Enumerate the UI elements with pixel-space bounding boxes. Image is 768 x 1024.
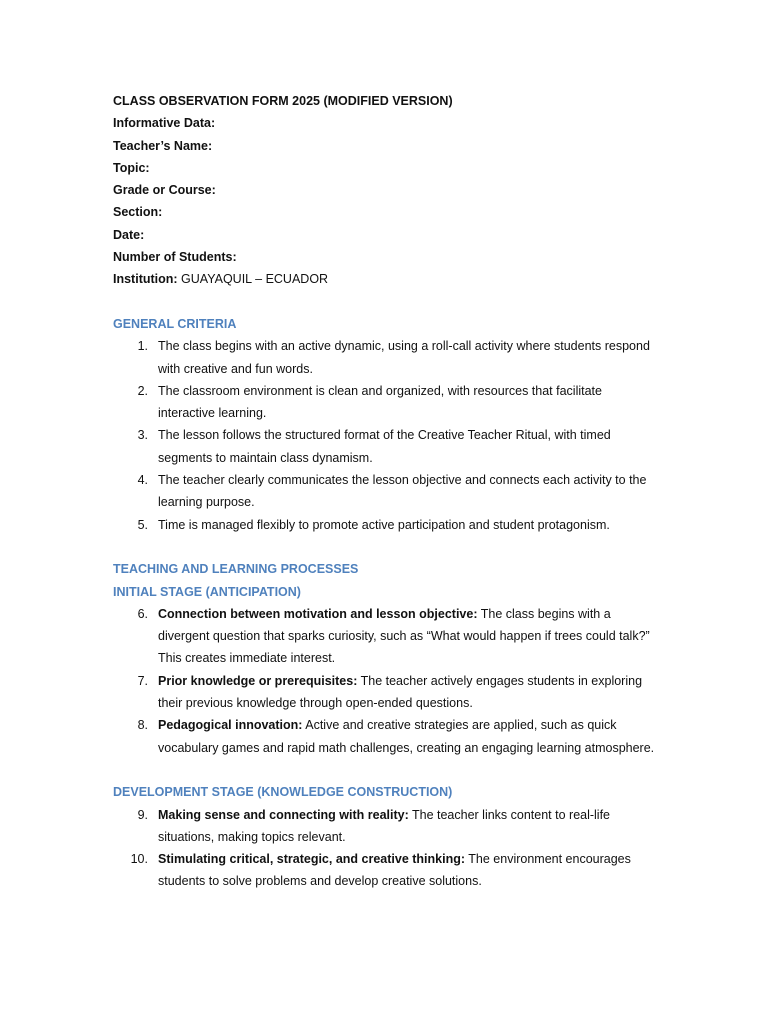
form-title: CLASS OBSERVATION FORM 2025 (MODIFIED VERSION) — [113, 94, 453, 108]
list-item: 3. The lesson follows the structured format of the Creative Teacher Ritual, with timed segments to maintain class dynamism. — [137, 428, 611, 465]
teacher-name-label: Teacher’s Name: — [113, 138, 213, 153]
list-item: 7. Prior knowledge or prerequisites: The teacher actively engages students in exploring their previous knowledge through open-ended questions. — [137, 673, 643, 711]
list-item: 9. Making sense and connecting with reality: The teacher links content to real-life situations, making topics relevant. — [137, 807, 611, 844]
general-criteria-list — [113, 335, 658, 536]
date-label: Date: — [113, 227, 145, 242]
students-label: Number of Students: — [113, 250, 237, 265]
list-item: 1. The class begins with an active dynamic, using a roll-call activity where students respond with creative and fun words. — [137, 339, 650, 376]
list-item: 6. Connection between motivation and lesson objective: The class begins with a divergent question that sparks curiosity, such as “What would happen if trees could talk?” This creates immediate interest. — [137, 606, 650, 666]
processes-heading: TEACHING AND LEARNING PROCESSES — [113, 562, 359, 577]
initial-stage-list — [113, 603, 658, 759]
list-item: 4. The teacher clearly communicates the lesson objective and connects each activity to the learning purpose. — [137, 473, 647, 510]
informative-heading: Informative Data: — [113, 116, 216, 131]
general-criteria-heading: GENERAL CRITERIA — [113, 316, 237, 331]
institution-line — [113, 268, 658, 290]
list-item: 5. Time is managed flexibly to promote active participation and student protagonism. — [137, 517, 610, 532]
list-item: 2. The classroom environment is clean and organized, with resources that facilitate interactive learning. — [137, 383, 602, 421]
institution-label: Institution: — [113, 272, 178, 287]
document-page — [113, 90, 658, 893]
initial-stage-heading: INITIAL STAGE (ANTICIPATION) — [113, 584, 301, 599]
grade-label: Grade or Course: — [113, 183, 216, 198]
section-label: Section: — [113, 205, 163, 220]
development-stage-heading: DEVELOPMENT STAGE (KNOWLEDGE CONSTRUCTION) — [113, 785, 453, 800]
institution-value: GUAYAQUIL – ECUADOR — [177, 272, 329, 287]
list-item: 8. Pedagogical innovation: Active and creative strategies are applied, such as quick vocabulary games and rapid math challenges, creating an engaging learning atmosphere. — [137, 718, 655, 755]
list-item: 10. Stimulating critical, strategic, and creative thinking: The environment encourages students to solve problems and develop creative solutions. — [130, 852, 631, 889]
development-stage-list — [113, 804, 658, 893]
topic-label: Topic: — [113, 160, 150, 175]
